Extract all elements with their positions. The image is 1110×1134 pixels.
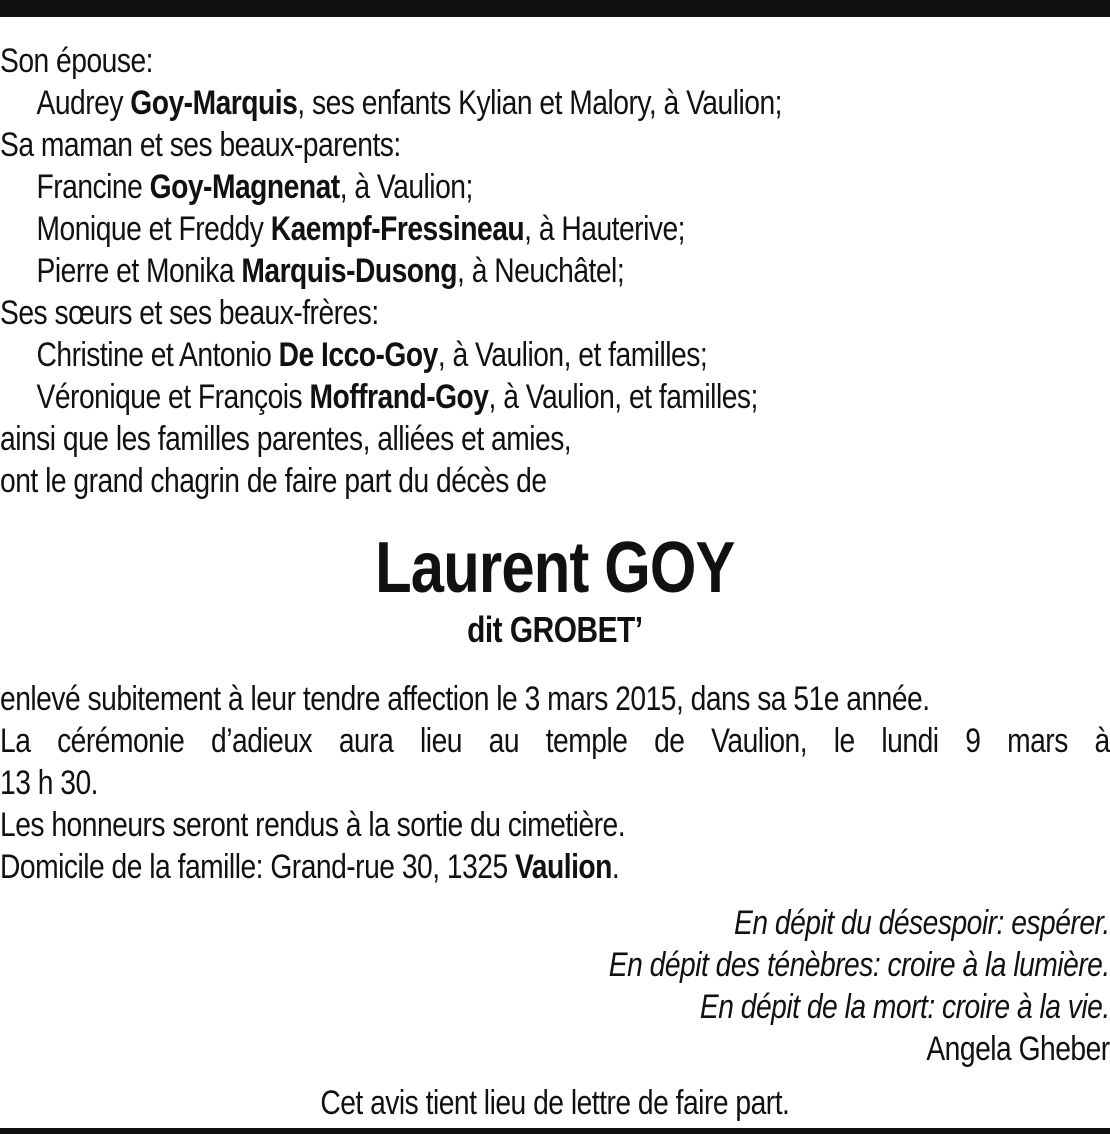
details-line-1: enlevé subitement à leur tendre affection le 3 mars 2015, dans sa 51e année.	[0, 680, 930, 718]
bottom-rule	[0, 1128, 1110, 1134]
mother-name: Goy-Magnenat	[149, 168, 340, 206]
inlaws-name-2: Marquis-Dusong	[241, 252, 458, 290]
obituary-notice	[0, 40, 1110, 1124]
details-line-2: La cérémonie d’adieux aura lieu au temple de Vaulion, le lundi 9 mars à	[0, 722, 1110, 760]
deceased-nickname: dit GROBET’	[467, 609, 643, 650]
details-line-4: Les honneurs seront rendus à la sortie du cimetière.	[0, 806, 626, 844]
sister-name-2: Moffrand-Goy	[309, 378, 489, 416]
deceased-name: Laurent GOY	[375, 528, 735, 608]
quote-author: Angela Gheber	[926, 1030, 1110, 1068]
sister-line-2: Véronique et François Moffrand-Goy, à Vaulion, et familles;	[36, 378, 758, 416]
footer-note: Cet avis tient lieu de lettre de faire part.	[320, 1084, 790, 1122]
quote-line-1: En dépit du désespoir: espérer.	[734, 904, 1110, 942]
inlaws-line-2: Pierre et Monika Marquis-Dusong, à Neuchâtel;	[36, 252, 625, 290]
spouse-line: Audrey Goy-Marquis, ses enfants Kylian et Malory, à Vaulion;	[36, 84, 782, 122]
siblings-heading: Ses sœurs et ses beaux-frères:	[0, 294, 379, 332]
relatives-line: ainsi que les familles parentes, alliées et amies,	[0, 420, 572, 458]
details-line-3: 13 h 30.	[0, 764, 99, 802]
mother-line: Francine Goy-Magnenat, à Vaulion;	[36, 168, 473, 206]
sister-name-1: De Icco-Goy	[278, 336, 438, 374]
home-town: Vaulion	[515, 848, 612, 886]
quote-line-2: En dépit des ténèbres: croire à la lumière.	[608, 946, 1110, 984]
top-rule	[0, 0, 1110, 17]
sister-line-1: Christine et Antonio De Icco-Goy, à Vaulion, et familles;	[36, 336, 708, 374]
inlaws-line-1: Monique et Freddy Kaempf-Fressineau, à Hauterive;	[36, 210, 686, 248]
parents-heading: Sa maman et ses beaux-parents:	[0, 126, 401, 164]
spouse-heading: Son épouse:	[0, 42, 154, 80]
quote-line-3: En dépit de la mort: croire à la vie.	[699, 988, 1110, 1026]
home-address-line: Domicile de la famille: Grand-rue 30, 1325 Vaulion.	[0, 848, 620, 886]
inlaws-name-1: Kaempf-Fressineau	[270, 210, 525, 248]
spouse-name: Goy-Marquis	[130, 84, 298, 122]
announce-line: ont le grand chagrin de faire part du décès de	[0, 462, 547, 500]
